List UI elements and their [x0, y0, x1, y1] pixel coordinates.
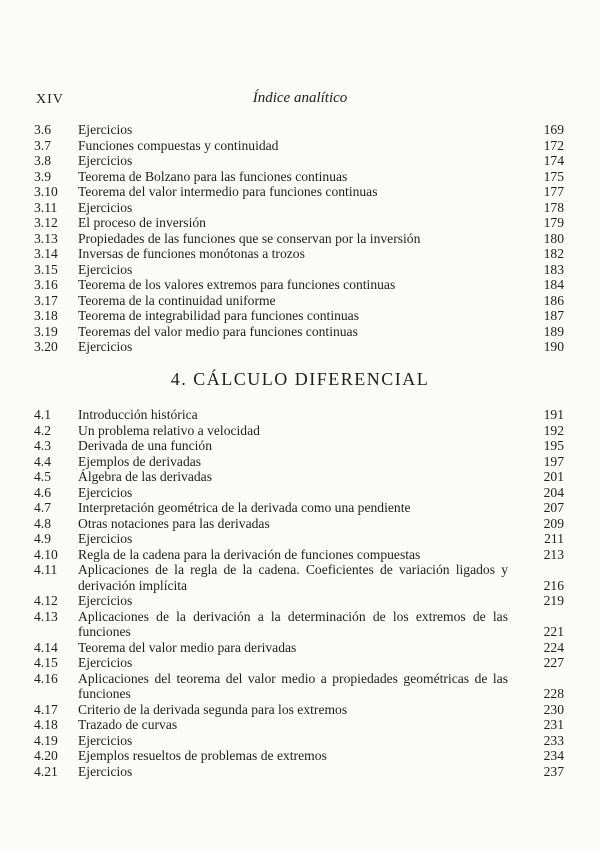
toc-entry-number: 3.19	[34, 323, 58, 339]
toc-entry-title: Interpretación geométrica de la derivada como una pendiente	[78, 500, 411, 515]
toc-entry-page: 204	[543, 484, 564, 500]
toc-entry-page: 237	[543, 763, 564, 779]
toc-entry-page: 216	[543, 577, 564, 593]
toc-entry-number: 3.12	[34, 215, 58, 230]
toc-entry	[32, 215, 564, 231]
toc-entry-title: Aplicaciones del teorema del valor medio a propiedades geométricas de las funciones	[78, 670, 508, 701]
toc-entry-page: 172	[543, 137, 564, 153]
toc-entry	[32, 246, 564, 262]
toc-entry-page: 234	[543, 748, 564, 763]
toc-entry-number: 4.9	[34, 531, 51, 546]
toc-entry-title: Ejercicios	[78, 593, 133, 608]
toc-entry-title: Ejercicios	[78, 261, 133, 277]
toc-entry-title: Teorema del valor intermedio para funciones continuas	[78, 184, 378, 199]
toc-entry-number: 4.17	[34, 701, 58, 717]
toc-entry-page: 178	[543, 199, 564, 215]
toc-entry	[32, 702, 564, 718]
toc-entry	[32, 324, 564, 340]
toc-entry	[32, 655, 564, 671]
toc-entry	[32, 733, 564, 749]
toc-entry	[32, 485, 564, 501]
toc-entry-title: Ejercicios	[78, 655, 133, 670]
toc-entry	[32, 547, 564, 563]
toc-entry-page: 224	[543, 639, 564, 655]
toc-entry-title: Ejemplos resueltos de problemas de extremos	[78, 748, 327, 763]
toc-entry	[32, 516, 564, 532]
toc-entry-page: 184	[543, 277, 564, 292]
toc-entry-page: 227	[543, 655, 564, 670]
toc-entry-page: 195	[543, 438, 564, 453]
toc-entry	[32, 593, 564, 609]
toc-entry-page: 209	[543, 515, 564, 531]
toc-entry	[32, 277, 564, 293]
toc-entry	[32, 717, 564, 733]
toc-entry-title: Álgebra de las derivadas	[78, 469, 212, 484]
toc-entry	[32, 184, 564, 200]
page-header	[0, 90, 600, 112]
toc-entry-page: 201	[543, 469, 564, 484]
toc-entry-page: 211	[544, 531, 564, 546]
toc-section-3	[32, 122, 564, 355]
toc-entry	[32, 138, 564, 154]
toc-entry-number: 4.13	[34, 608, 58, 624]
toc-entry-number: 3.10	[34, 184, 58, 199]
toc-entry-page: 231	[543, 717, 564, 732]
toc-entry-page: 174	[543, 153, 564, 168]
toc-entry-number: 3.8	[34, 153, 51, 168]
toc-entry-title: Teoremas del valor medio para funciones continuas	[78, 323, 358, 339]
toc-entry	[32, 308, 564, 324]
toc-entry-number: 4.12	[34, 593, 58, 608]
toc-entry-number: 4.1	[34, 407, 51, 422]
toc-entry	[32, 469, 564, 485]
toc-entry	[32, 200, 564, 216]
toc-entry-page: 183	[543, 261, 564, 277]
toc-entry-page: 175	[543, 168, 564, 184]
toc-entry-title: Ejemplos de derivadas	[78, 453, 202, 469]
toc-entry-number: 3.15	[34, 261, 58, 277]
toc-entry-number: 3.16	[34, 277, 58, 292]
toc-entry-title: Aplicaciones de la derivación a la determinación de los extremos de las funciones	[78, 608, 508, 639]
toc-entry-number: 4.21	[34, 763, 58, 779]
toc-entry-title: Teorema de integrabilidad para funciones continuas	[78, 308, 360, 323]
toc-entry-title: Un problema relativo a velocidad	[78, 422, 260, 438]
toc-entry-page: 187	[543, 308, 564, 323]
toc-entry-title: Trazado de curvas	[78, 717, 178, 732]
toc-entry-number: 4.16	[34, 670, 58, 686]
toc-entry-number: 4.8	[34, 515, 51, 531]
toc-entry-number: 4.4	[34, 453, 51, 469]
toc-entry-page: 179	[543, 215, 564, 230]
toc-entry-page: 192	[543, 422, 564, 438]
toc-entry-title: El proceso de inversión	[78, 215, 206, 230]
toc-entry-title: Funciones compuestas y continuidad	[78, 137, 279, 153]
toc-entry-page: 191	[543, 407, 564, 422]
toc-entry-title: Teorema del valor medio para derivadas	[78, 639, 297, 655]
toc-entry-number: 3.20	[34, 339, 58, 354]
toc-entry-number: 4.10	[34, 546, 58, 562]
toc-entry	[32, 609, 564, 640]
toc-entry	[32, 671, 564, 702]
toc-entry	[32, 562, 564, 593]
toc-entry-number: 3.7	[34, 137, 51, 153]
toc-entry	[32, 438, 564, 454]
toc-entry	[32, 454, 564, 470]
toc-entry-title: Ejercicios	[78, 122, 133, 137]
toc-entry-number: 4.6	[34, 484, 51, 500]
toc-entry	[32, 764, 564, 780]
toc-entry-title: Ejercicios	[78, 732, 133, 748]
toc-entry	[32, 339, 564, 355]
toc-entry-number: 3.13	[34, 230, 58, 246]
page-number: XIV	[36, 92, 64, 107]
toc-entry	[32, 407, 564, 423]
toc-entry-number: 3.18	[34, 308, 58, 323]
toc-entry-number: 4.18	[34, 717, 58, 732]
toc-entry-title: Ejercicios	[78, 339, 133, 354]
toc-entry-page: 221	[543, 624, 564, 639]
toc-entry-number: 3.9	[34, 168, 51, 184]
toc-entry-number: 3.6	[34, 122, 51, 137]
toc-entry	[32, 423, 564, 439]
toc-entry-page: 182	[543, 246, 564, 261]
toc-entry-page: 180	[543, 230, 564, 246]
toc-entry-page: 197	[543, 453, 564, 469]
toc-entry	[32, 500, 564, 516]
toc-entry-page: 219	[543, 593, 564, 608]
toc-entry-number: 4.7	[34, 500, 51, 515]
toc-entry-number: 4.5	[34, 469, 51, 484]
toc-entry	[32, 748, 564, 764]
toc-entry-page: 207	[543, 500, 564, 515]
toc-entry-title: Teorema de Bolzano para las funciones continuas	[78, 168, 348, 184]
toc-entry-title: Propiedades de las funciones que se conservan por la inversión	[78, 230, 421, 246]
toc-entry-title: Regla de la cadena para la derivación de funciones compuestas	[78, 546, 421, 562]
toc-entry	[32, 231, 564, 247]
toc-entry-title: Otras notaciones para las derivadas	[78, 515, 270, 531]
toc-entry-number: 4.20	[34, 748, 58, 763]
toc-entry-page: 228	[543, 686, 564, 701]
toc-entry	[32, 640, 564, 656]
toc-entry-title: Introducción histórica	[78, 407, 198, 422]
running-title: Índice analítico	[252, 90, 348, 106]
toc-entry	[32, 153, 564, 169]
toc-entry-number: 4.2	[34, 422, 51, 438]
toc-entry	[32, 531, 564, 547]
toc-entry-number: 4.19	[34, 732, 58, 748]
toc-entry-title: Ejercicios	[78, 531, 133, 546]
toc-entry	[32, 169, 564, 185]
toc-section-4	[32, 407, 564, 779]
toc-entry-number: 3.11	[34, 199, 58, 215]
toc-entry	[32, 122, 564, 138]
toc-entry-title: Ejercicios	[78, 484, 133, 500]
toc-entry-page: 177	[543, 184, 564, 199]
toc-entry-number: 4.15	[34, 655, 58, 670]
toc-entry-title: Derivada de una función	[78, 438, 212, 453]
toc-entry-number: 4.14	[34, 639, 58, 655]
toc-entry-title: Aplicaciones de la regla de la cadena. Coeficientes de variación ligados y derivación implícita	[78, 562, 508, 593]
toc-entry-title: Criterio de la derivada segunda para los extremos	[78, 701, 348, 717]
toc-entry-number: 4.11	[34, 562, 58, 577]
toc-entry-title: Teorema de la continuidad uniforme	[78, 292, 276, 308]
toc-entry-page: 169	[543, 122, 564, 137]
toc-entry-title: Ejercicios	[78, 199, 133, 215]
toc-entry-page: 189	[543, 323, 564, 339]
toc-entry-title: Teorema de los valores extremos para funciones continuas	[78, 277, 396, 292]
chapter-heading: 4. CÁLCULO DIFERENCIAL	[170, 369, 430, 389]
toc-entry-page: 233	[543, 732, 564, 748]
toc-entry-page: 186	[543, 292, 564, 308]
toc-entry-page: 230	[543, 701, 564, 717]
toc-entry	[32, 262, 564, 278]
toc-entry-title: Ejercicios	[78, 763, 133, 779]
toc-entry-page: 190	[543, 339, 564, 354]
toc-entry-title: Ejercicios	[78, 153, 133, 168]
toc-entry-number: 3.14	[34, 246, 58, 261]
toc-entry-number: 3.17	[34, 292, 58, 308]
toc-entry-number: 4.3	[34, 438, 51, 453]
toc-entry-title: Inversas de funciones monótonas a trozos	[78, 246, 305, 261]
toc-entry-page: 213	[543, 546, 564, 562]
toc-entry	[32, 293, 564, 309]
